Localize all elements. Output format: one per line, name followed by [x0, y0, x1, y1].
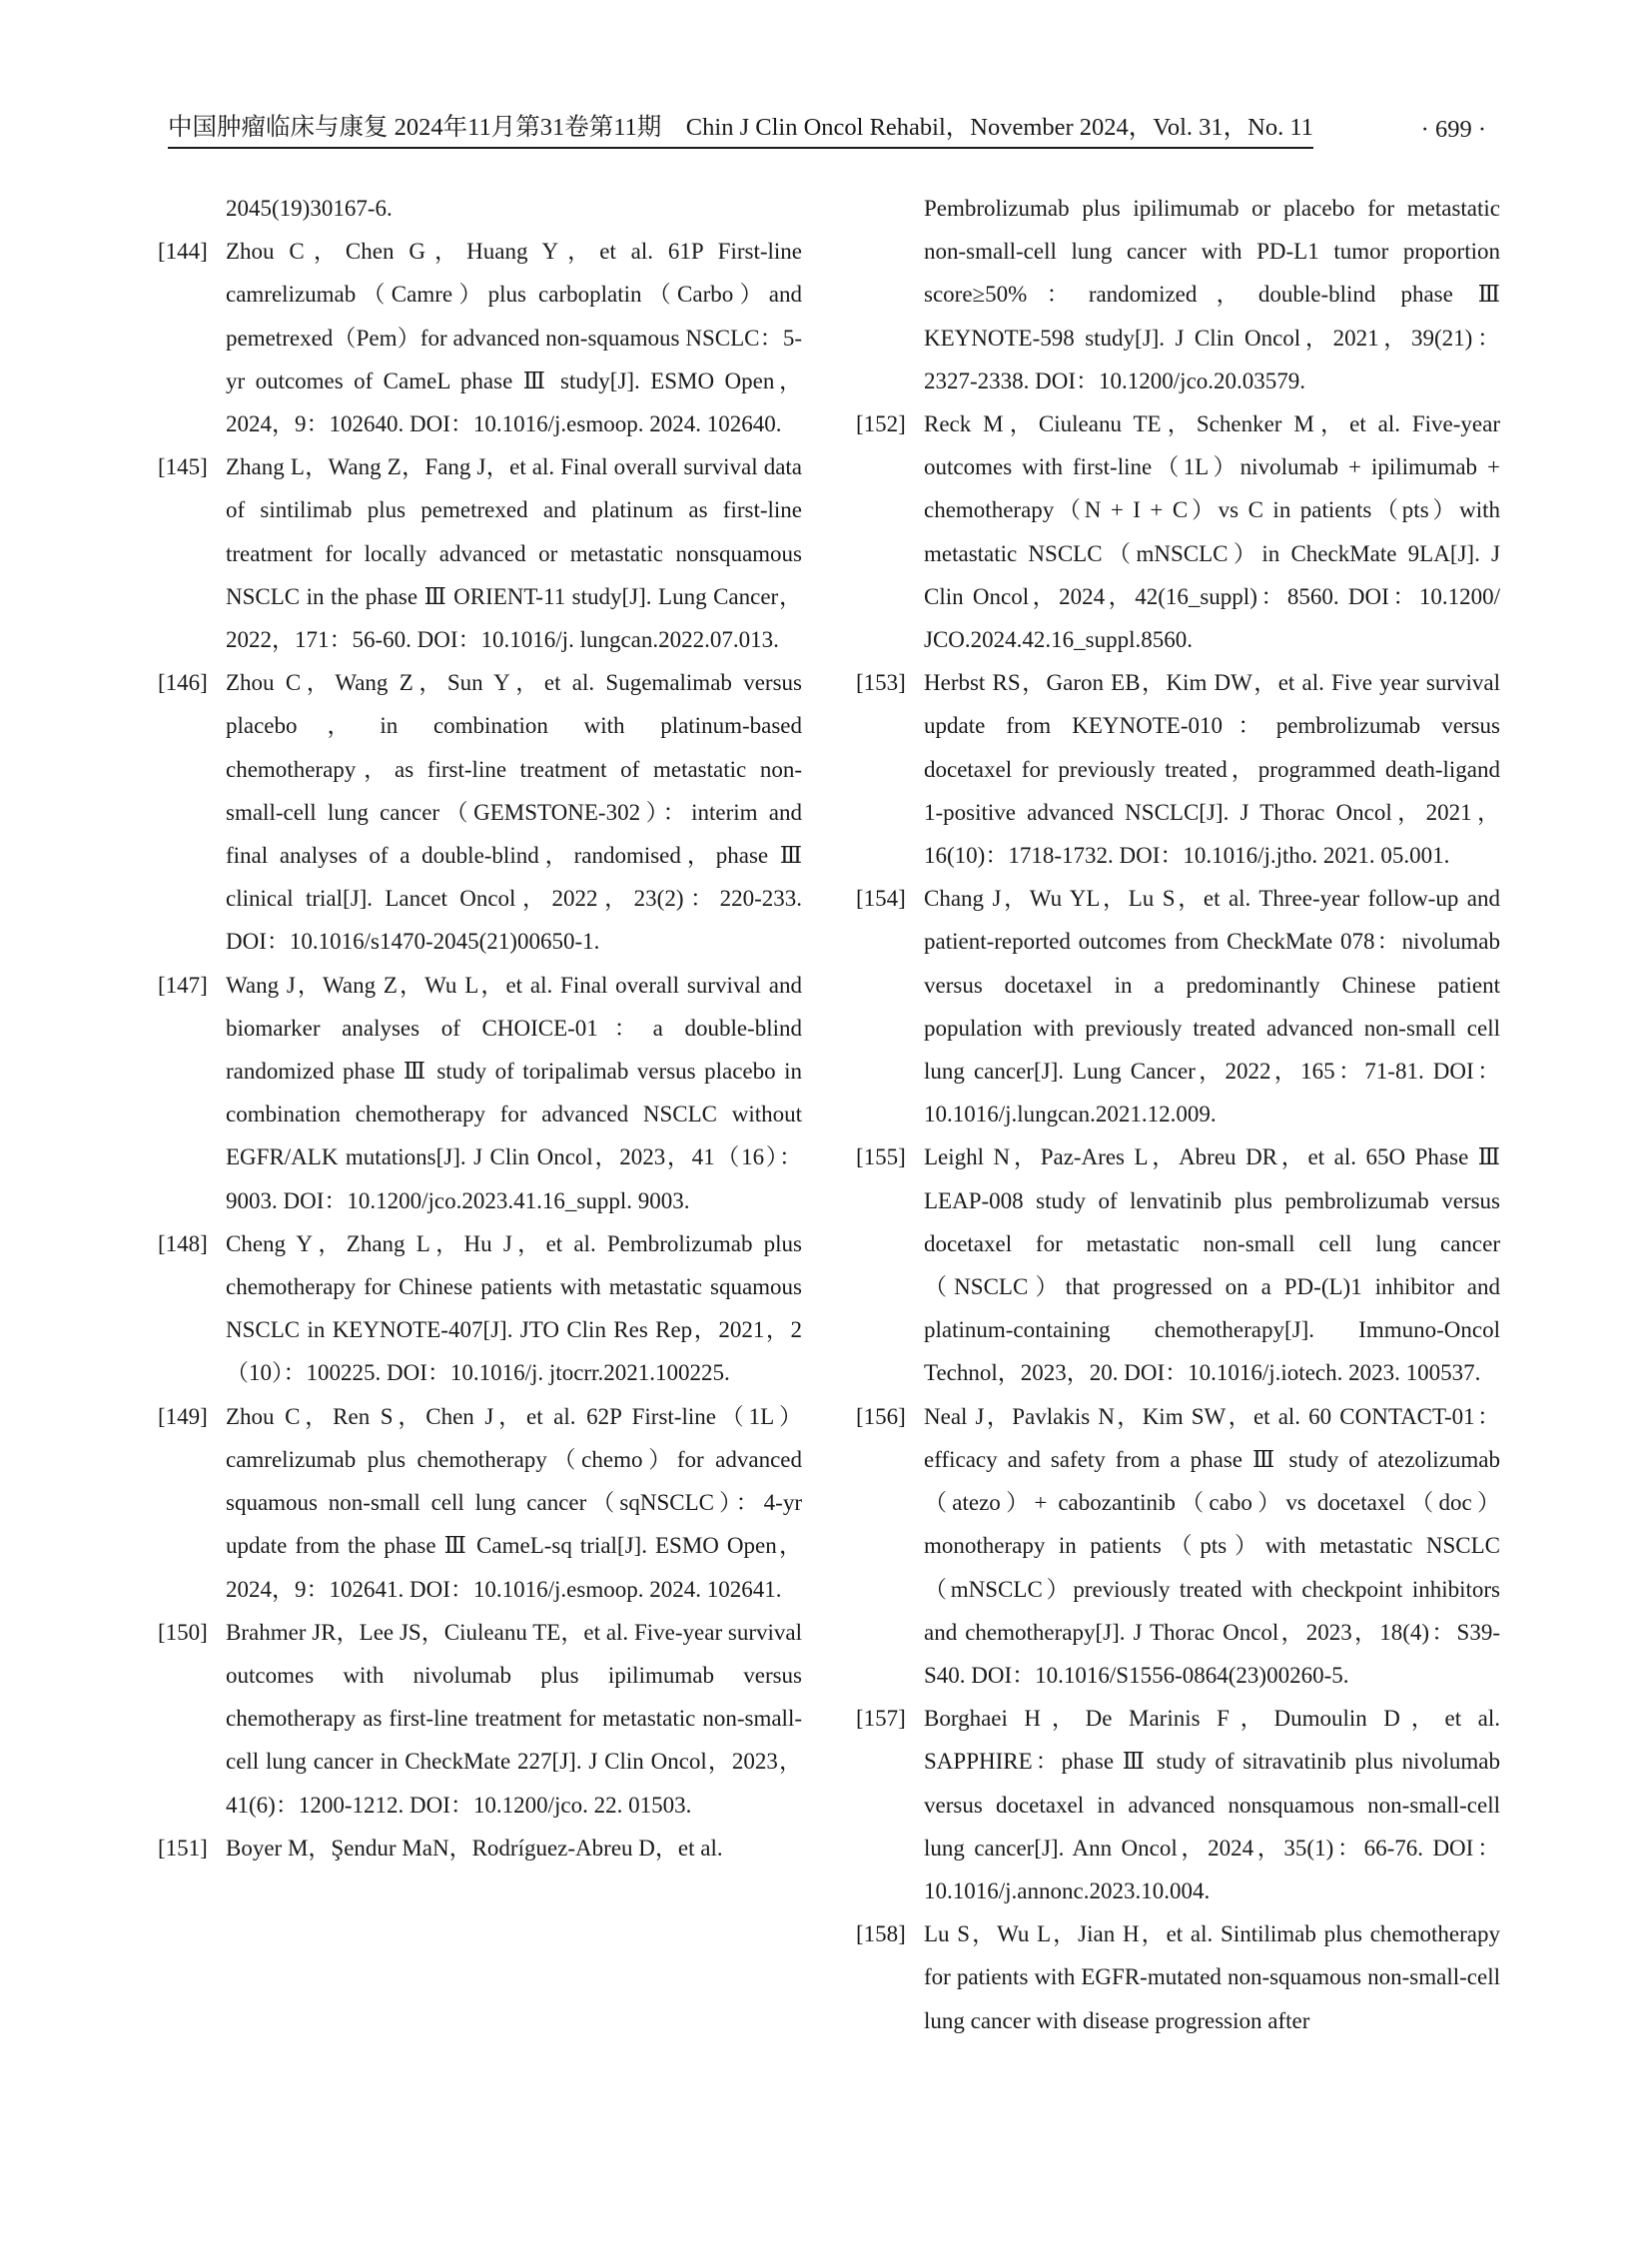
reference-number: [147]	[158, 972, 208, 998]
reference-text: Leighl N，Paz-Ares L，Abreu DR，et al. 65O Phase Ⅲ LEAP-008 study of lenvatinib plus pembrolizumab versus docetaxel for metastatic non-small cell lung cancer（NSCLC）that progressed on a PD-(L)1 inhibitor and platinum-containing chemotherapy[J]. Immuno-Oncol Technol，2023，20. DOI：10.1016/j.iotech. 2023. 100537.	[924, 1144, 1500, 1386]
reference-entry	[158, 964, 802, 1222]
reference-number: [145]	[158, 454, 208, 480]
page-number: · 699 ·	[1420, 116, 1486, 143]
reference-text: Brahmer JR，Lee JS，Ciuleanu TE，et al. Five-year survival outcomes with nivolumab plus ipilimumab versus chemotherapy as first-line treatment for metastatic non-small-cell lung cancer in CheckMate 227[J]. J Clin Oncol，2023，41(6)：1200-1212. DOI：10.1200/jco. 22. 01503.	[226, 1619, 802, 1818]
journal-citation-line: 中国肿瘤临床与康复 2024年11月第31卷第11期 Chin J Clin Oncol Rehabil，November 2024，Vol. 31，No. 11	[168, 110, 1313, 149]
reference-number: [150]	[158, 1619, 208, 1645]
reference-entry	[158, 187, 802, 230]
reference-text: Neal J，Pavlakis N，Kim SW，et al. 60 CONTACT-01：efficacy and safety from a phase Ⅲ study of atezolizumab（atezo）+ cabozantinib（cabo）vs docetaxel（doc）monotherapy in patients（pts）with metastatic NSCLC（mNSCLC）previously treated with checkpoint inhibitors and chemotherapy[J]. J Thorac Oncol，2023，18(4)：S39-S40. DOI：10.1016/S1556-0864(23)00260-5.	[924, 1403, 1500, 1688]
reference-entry	[158, 1222, 802, 1395]
reference-number: [156]	[856, 1403, 906, 1429]
reference-number: [144]	[158, 239, 208, 265]
reference-column-right	[856, 187, 1500, 2042]
reference-number: [154]	[856, 886, 906, 912]
reference-number: [148]	[158, 1230, 208, 1256]
running-header	[168, 110, 1486, 150]
reference-number: [146]	[158, 670, 208, 696]
reference-number: [149]	[158, 1403, 208, 1429]
reference-text: Zhou C，Wang Z，Sun Y，et al. Sugemalimab versus placebo，in combination with platinum-based chemotherapy，as first-line treatment of metastatic non-small-cell lung cancer（GEMSTONE-302）：interim and final analyses of a double-blind，randomised，phase Ⅲ clinical trial[J]. Lancet Oncol，2022，23(2)：220-233. DOI：10.1016/s1470-2045(21)00650-1.	[226, 670, 802, 955]
reference-entry	[158, 1611, 802, 1827]
reference-entry	[856, 661, 1500, 877]
reference-text: Zhang L，Wang Z，Fang J，et al. Final overall survival data of sintilimab plus pemetrexed and platinum as first-line treatment for locally advanced or metastatic nonsquamous NSCLC in the phase Ⅲ ORIENT-11 study[J]. Lung Cancer，2022，171：56-60. DOI：10.1016/j. lungcan.2022.07.013.	[226, 454, 802, 653]
reference-text: 2045(19)30167-6.	[226, 196, 393, 221]
reference-entry	[158, 445, 802, 661]
reference-text: Pembrolizumab plus ipilimumab or placebo for metastatic non-small-cell lung cancer with PD-L1 tumor proportion score≥50%：randomized，double-blind phase Ⅲ KEYNOTE-598 study[J]. J Clin Oncol，2021，39(21)：2327-2338. DOI：10.1200/jco.20.03579.	[924, 196, 1500, 393]
reference-entry	[856, 187, 1500, 402]
reference-text: Reck M，Ciuleanu TE，Schenker M，et al. Five-year outcomes with first-line（1L）nivolumab + ipilimumab + chemotherapy（N + I + C）vs C in patients（pts）with metastatic NSCLC（mNSCLC）in CheckMate 9LA[J]. J Clin Oncol，2024，42(16_suppl)：8560. DOI：10.1200/ JCO.2024.42.16_suppl.8560.	[924, 411, 1500, 653]
reference-text: Zhou C，Ren S，Chen J，et al. 62P First-line（1L）camrelizumab plus chemotherapy（chemo）for advanced squamous non-small cell lung cancer（sqNSCLC）：4-yr update from the phase Ⅲ CameL-sq trial[J]. ESMO Open，2024，9：102641. DOI：10.1016/j.esmoop. 2024. 102641.	[226, 1403, 802, 1602]
reference-text: Borghaei H，De Marinis F，Dumoulin D，et al. SAPPHIRE：phase Ⅲ study of sitravatinib plus nivolumab versus docetaxel in advanced nonsquamous non-small-cell lung cancer[J]. Ann Oncol，2024，35(1)：66-76. DOI：10.1016/j.annonc.2023.10.004.	[924, 1706, 1500, 1903]
reference-entry	[158, 661, 802, 963]
reference-number: [155]	[856, 1144, 906, 1170]
reference-entry	[856, 877, 1500, 1135]
reference-text: Boyer M，Şendur MaN，Rodríguez-Abreu D，et al.	[226, 1835, 723, 1861]
reference-number: [158]	[856, 1921, 906, 1947]
reference-column-left	[158, 187, 802, 1869]
reference-entry	[158, 1827, 802, 1869]
reference-entry	[856, 1135, 1500, 1394]
reference-number: [157]	[856, 1706, 906, 1732]
reference-text: Cheng Y，Zhang L，Hu J，et al. Pembrolizumab plus chemotherapy for Chinese patients with metastatic squamous NSCLC in KEYNOTE-407[J]. JTO Clin Res Rep，2021，2（10）：100225. DOI：10.1016/j. jtocrr.2021.100225.	[226, 1230, 802, 1386]
reference-entry	[158, 1395, 802, 1611]
reference-number: [153]	[856, 670, 906, 696]
reference-number: [152]	[856, 411, 906, 437]
reference-text: Zhou C，Chen G，Huang Y，et al. 61P First-line camrelizumab（Camre）plus carboplatin（Carbo）and pemetrexed（Pem）for advanced non-squamous NSCLC：5-yr outcomes of CameL phase Ⅲ study[J]. ESMO Open，2024，9：102640. DOI：10.1016/j.esmoop. 2024. 102640.	[226, 239, 802, 437]
reference-entry	[856, 1395, 1500, 1697]
reference-text: Chang J，Wu YL，Lu S，et al. Three-year follow-up and patient-reported outcomes from CheckMate 078：nivolumab versus docetaxel in a predominantly Chinese patient population with previously treated advanced non-small cell lung cancer[J]. Lung Cancer，2022，165：71-81. DOI：10.1016/j.lungcan.2021.12.009.	[924, 886, 1500, 1127]
reference-entry	[856, 402, 1500, 661]
reference-entry	[158, 230, 802, 445]
reference-text: Wang J，Wang Z，Wu L，et al. Final overall survival and biomarker analyses of CHOICE-01：a double-blind randomized phase Ⅲ study of toripalimab versus placebo in combination chemotherapy for advanced NSCLC without EGFR/ALK mutations[J]. J Clin Oncol，2023，41（16）：9003. DOI：10.1200/jco.2023.41.16_suppl. 9003.	[226, 972, 802, 1213]
reference-entry	[856, 1912, 1500, 2042]
reference-entry	[856, 1697, 1500, 1912]
reference-number: [151]	[158, 1835, 208, 1861]
reference-text: Herbst RS，Garon EB，Kim DW，et al. Five year survival update from KEYNOTE-010：pembrolizumab versus docetaxel for previously treated，programmed death-ligand 1-positive advanced NSCLC[J]. J Thorac Oncol，2021，16(10)：1718-1732. DOI：10.1016/j.jtho. 2021. 05.001.	[924, 670, 1500, 869]
reference-text: Lu S，Wu L，Jian H，et al. Sintilimab plus chemotherapy for patients with EGFR-mutated non-squamous non-small-cell lung cancer with disease progression after	[924, 1921, 1500, 2033]
